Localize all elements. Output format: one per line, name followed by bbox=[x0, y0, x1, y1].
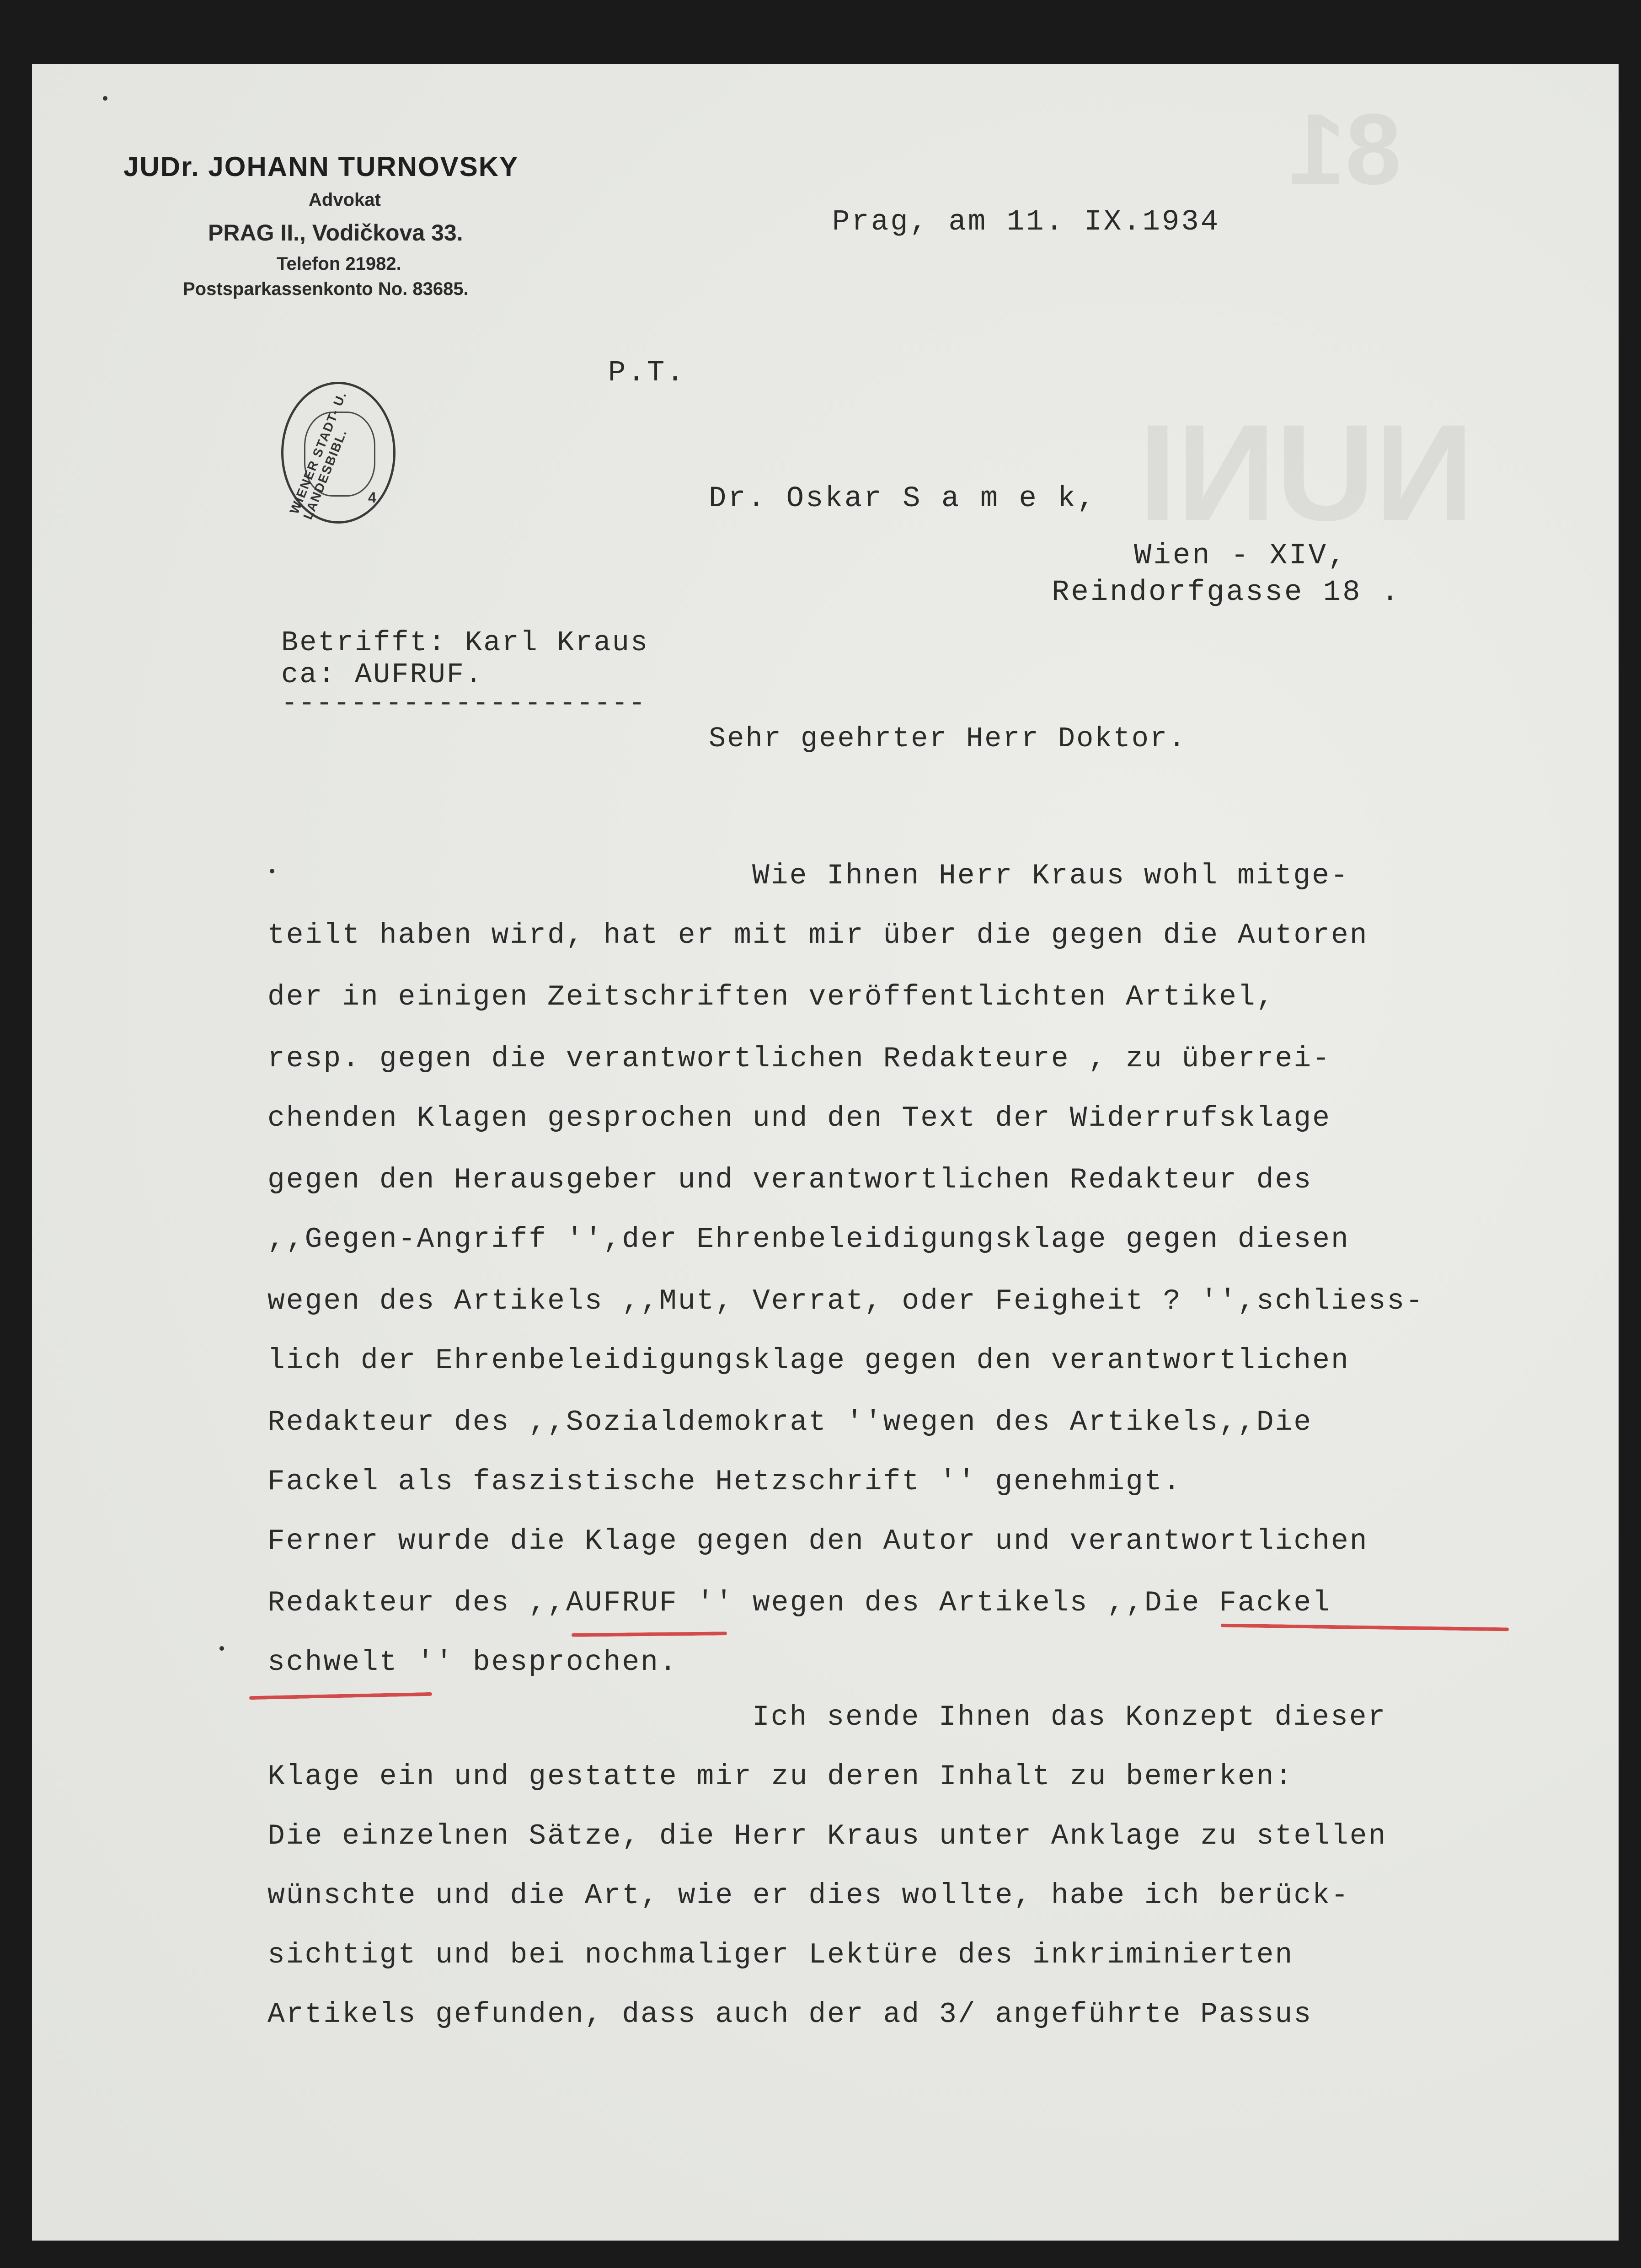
red-underline-fackel bbox=[1221, 1624, 1509, 1631]
letterhead-account: Postsparkassenkonto No. 83685. bbox=[183, 279, 469, 299]
body-line: Artikels gefunden, dass auch der ad 3/ angeführte Passus bbox=[267, 1998, 1313, 2031]
letterhead-phone: Telefon 21982. bbox=[277, 254, 401, 274]
recipient-street: Reindorfgasse 18 . bbox=[1052, 576, 1401, 609]
body-line: teilt haben wird, hat er mit mir über die gegen die Autoren bbox=[267, 919, 1368, 952]
greeting: Sehr geehrter Herr Doktor. bbox=[709, 722, 1187, 755]
stamp-text: WIENER STADT- U. LANDESBIBL. bbox=[287, 389, 350, 522]
body-line: lich der Ehrenbeleidigungsklage gegen den verantwortlichen bbox=[267, 1344, 1350, 1377]
body-line: sichtigt und bei nochmaliger Lektüre des inkriminierten bbox=[267, 1939, 1294, 1971]
bleed-through-text: NUNI bbox=[1139, 396, 1474, 549]
body-line: resp. gegen die verantwortlichen Redakteure , zu überrei- bbox=[267, 1043, 1331, 1075]
library-stamp bbox=[281, 382, 396, 524]
body-line: ,,Gegen-Angriff '',der Ehrenbeleidigungsklage gegen diesen bbox=[267, 1223, 1350, 1256]
body-line: der in einigen Zeitschriften veröffentlichten Artikel, bbox=[267, 981, 1275, 1013]
body-line: gegen den Herausgeber und verantwortlichen Redakteur des bbox=[267, 1164, 1313, 1196]
body-line: Ich sende Ihnen das Konzept dieser bbox=[752, 1701, 1387, 1733]
body-line: wünschte und die Art, wie er dies wollte, habe ich berück- bbox=[267, 1879, 1350, 1912]
body-line: Ferner wurde die Klage gegen den Autor und verantwortlichen bbox=[267, 1525, 1368, 1557]
salutation-prefix: P.T. bbox=[608, 357, 686, 390]
subject-rule: --------------------- bbox=[281, 688, 647, 719]
red-underline-schwelt bbox=[249, 1692, 432, 1700]
stamp-number: 4 bbox=[368, 489, 376, 506]
stray-mark bbox=[103, 96, 107, 101]
red-underline-aufruf bbox=[572, 1631, 727, 1637]
letterhead-address: PRAG II., Vodičkova 33. bbox=[208, 220, 463, 246]
stray-mark bbox=[270, 869, 274, 873]
body-line: Klage ein und gestatte mir zu deren Inhalt zu bemerken: bbox=[267, 1760, 1294, 1793]
body-line: Redakteur des ,,AUFRUF '' wegen des Artikels ,,Die Fackel bbox=[267, 1587, 1331, 1619]
recipient-name: Dr. Oskar S a m e k, bbox=[709, 482, 1097, 515]
recipient-city: Wien - XIV, bbox=[1134, 540, 1347, 572]
letter-page bbox=[32, 64, 1619, 2241]
subject-line-1: Betrifft: Karl Kraus bbox=[281, 626, 649, 659]
letterhead-title: Advokat bbox=[309, 190, 381, 210]
body-line: schwelt '' besprochen. bbox=[267, 1646, 678, 1679]
body-line: Die einzelnen Sätze, die Herr Kraus unter Anklage zu stellen bbox=[267, 1820, 1387, 1852]
subject-line-2: ca: AUFRUF. bbox=[281, 658, 484, 691]
bleed-through-text: 81 bbox=[1289, 93, 1401, 205]
body-line: chenden Klagen gesprochen und den Text der Widerrufsklage bbox=[267, 1102, 1331, 1134]
stray-mark bbox=[219, 1646, 224, 1651]
body-line: Redakteur des ,,Sozialdemokrat ''wegen des Artikels,,Die bbox=[267, 1406, 1313, 1439]
body-line: Wie Ihnen Herr Kraus wohl mitge- bbox=[752, 860, 1349, 892]
letter-date: Prag, am 11. IX.1934 bbox=[832, 206, 1220, 239]
body-line: Fackel als faszistische Hetzschrift '' genehmigt. bbox=[267, 1466, 1182, 1498]
letterhead-name: JUDr. JOHANN TURNOVSKY bbox=[123, 151, 519, 182]
body-line: wegen des Artikels ,,Mut, Verrat, oder Feigheit ? '',schliess- bbox=[267, 1285, 1424, 1317]
